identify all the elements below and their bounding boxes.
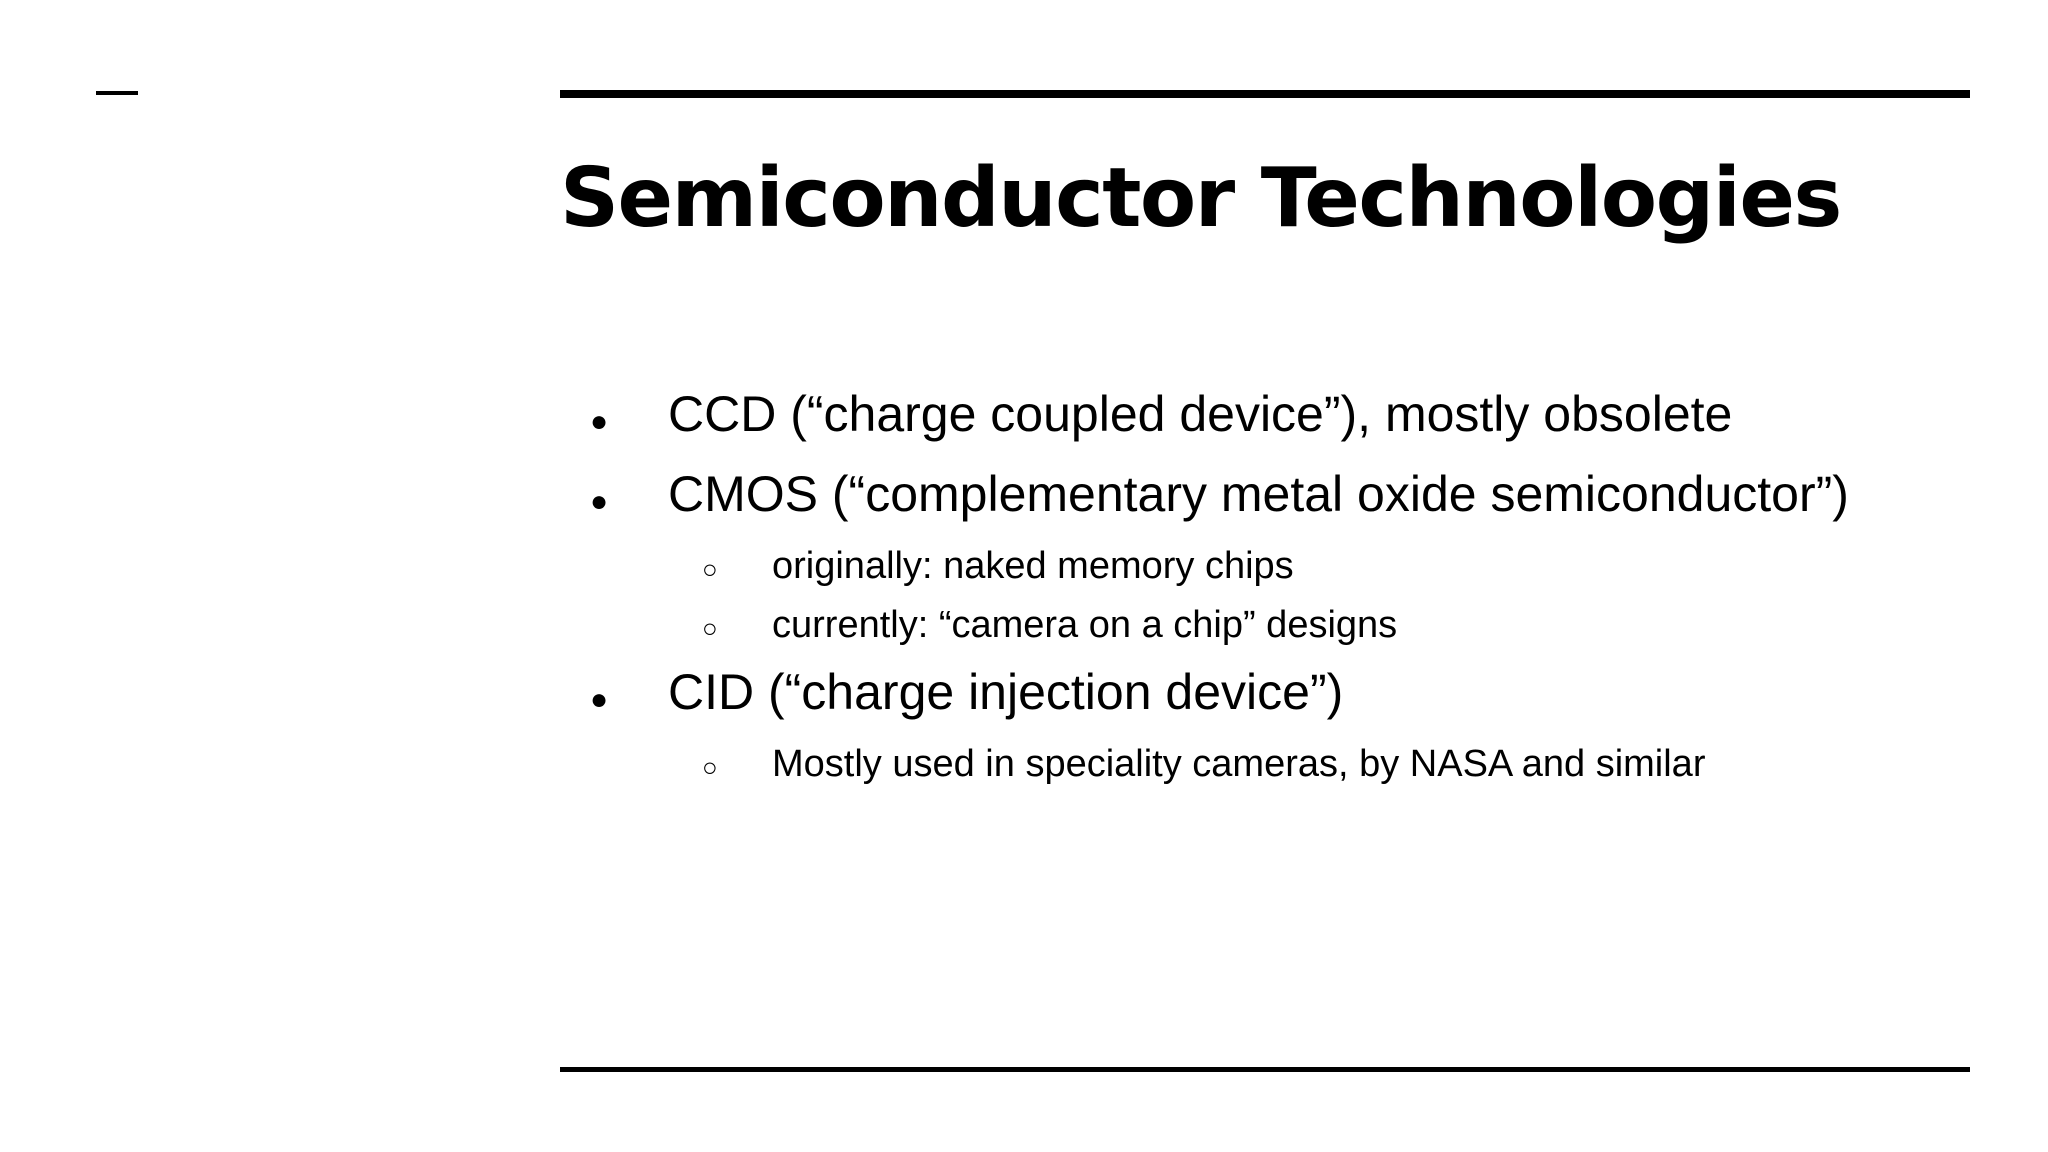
bullet-item-cmos: [590, 458, 1990, 538]
bottom-rule: [560, 1067, 1970, 1072]
sub-bullet-text: currently: “camera on a chip” designs: [772, 604, 1398, 646]
bullet-text: CMOS (“complementary metal oxide semiconductor”): [668, 466, 1849, 522]
bullet-marker: ●: [590, 683, 609, 716]
bullet-text: CID (“charge injection device”): [668, 664, 1344, 720]
sub-bullet-text: Mostly used in speciality cameras, by NASA and similar: [772, 743, 1706, 785]
bullet-item-cid: [590, 656, 1990, 736]
sub-bullet-item-speciality: [590, 736, 1990, 795]
bullet-marker: ●: [590, 405, 609, 438]
slide-title: Semiconductor Technologies: [560, 151, 1841, 246]
bullet-text: CCD (“charge coupled device”), mostly obsolete: [668, 386, 1733, 442]
bullet-item-ccd: [590, 378, 1990, 458]
sub-bullet-item-currently: [590, 597, 1990, 656]
sub-bullet-marker: ○: [702, 554, 718, 584]
top-rule: [560, 90, 1970, 98]
corner-dash-decoration: [96, 91, 138, 95]
sub-bullet-marker: ○: [702, 752, 718, 782]
sub-bullet-item-originally: [590, 538, 1990, 597]
sub-bullet-marker: ○: [702, 613, 718, 643]
bullet-list: [590, 378, 1990, 795]
bullet-marker: ●: [590, 485, 609, 518]
sub-bullet-text: originally: naked memory chips: [772, 545, 1294, 587]
